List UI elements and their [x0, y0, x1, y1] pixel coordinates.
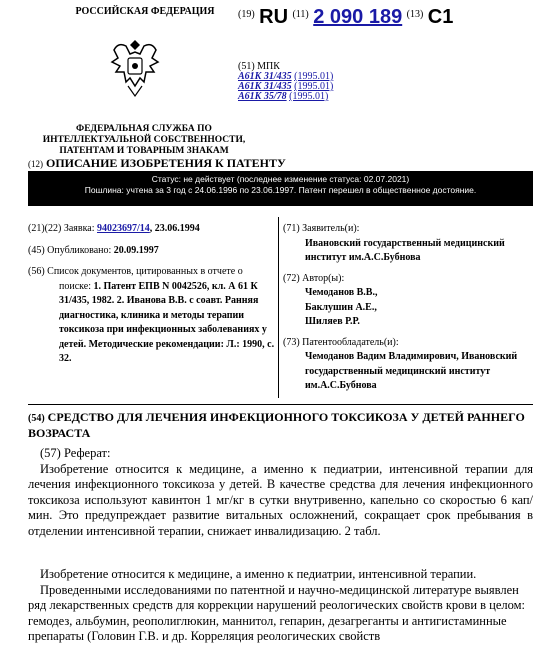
ipc-code-link[interactable]: A61K 35/78 [238, 91, 287, 102]
country-name: РОССИЙСКАЯ ФЕДЕРАЦИЯ [75, 6, 215, 17]
kind-code: C1 [427, 6, 454, 28]
agency-name: ФЕДЕРАЛЬНАЯ СЛУЖБА ПО ИНТЕЛЛЕКТУАЛЬНОЙ СОБСТВЕННОСТИ, ПАТЕНТАМ И ТОВАРНЫМ ЗНАКАМ [42, 124, 246, 156]
authors-label: (72) Автор(ы): [283, 272, 345, 284]
application-date: , 23.06.1994 [149, 223, 200, 234]
applicant-label: (71) Заявитель(и): [283, 223, 360, 234]
application-number-link[interactable]: 94023697/14 [97, 223, 150, 234]
column-divider [278, 217, 279, 398]
code-11: (11) [292, 9, 309, 20]
status-box [28, 171, 533, 206]
code-13: (13) [406, 9, 424, 20]
bibliographic-right [283, 222, 541, 400]
invention-code: (54) [28, 413, 45, 424]
references-text: 1. Патент ЕПВ N 0042526, кл. А 61 К 31/435, 1982. 2. Иванова В.В. с соавт. Ранняя диагностика, клиника и методы терапии токсикоза при инфекционных заболеваниях у детей. Методические рекомендации: Л.: 1990, с. 32. [59, 280, 275, 364]
published-date: 20.09.1997 [113, 244, 159, 256]
ipc-code-link[interactable]: A61K 31/435 [238, 71, 292, 82]
author-item: Баклушин А.Е., [305, 301, 377, 313]
patent-number-link[interactable]: 2 090 189 [313, 6, 403, 28]
application-label: (21)(22) Заявка: [28, 223, 95, 234]
bibliographic-left [28, 222, 276, 374]
title-code: (12) [28, 159, 43, 169]
patent-number-header [238, 6, 453, 29]
ipc-label: (51) МПК [238, 61, 280, 72]
ipc-block [238, 62, 333, 102]
applicant-block [283, 222, 541, 266]
coat-of-arms-icon [106, 36, 164, 100]
status-line: Статус: не действует (последнее изменение статуса: 02.07.2021) [151, 174, 410, 184]
invention-title-text: СРЕДСТВО ДЛЯ ЛЕЧЕНИЯ ИНФЕКЦИОННОГО ТОКСИКОЗА У ДЕТЕЙ РАННЕГО ВОЗРАСТА [28, 410, 525, 440]
author-item: Шиляев Р.Р. [305, 316, 360, 327]
owner-label: (73) Патентообладатель(и): [283, 336, 399, 348]
owner-block [283, 336, 541, 394]
published-label: (45) Опубликовано: [28, 244, 112, 256]
title-text: ОПИСАНИЕ ИЗОБРЕТЕНИЯ К ПАТЕНТУ [46, 156, 286, 170]
document-title [28, 156, 286, 171]
owner-value: Чемоданов Вадим Владимирович, Ивановский государственный медицинский институт им.А.С.Бубнова [305, 351, 518, 391]
references-row [28, 265, 276, 367]
abstract-text: Изобретение относится к медицине, а именно к педиатрии, интенсивной терапии для лечения инфекционного токсикоза у детей. В качестве средства для лечения инфекционного токсикоза используют кавинтон 1 мг/кг в сутки внутривенно, капельно со скоростью 6 кап/мин. Это предупреждает развитие витальных осложнений, сокращает срок пребывания в отделении интенсивной терапии, снижает инвалидизацию. 2 табл. [28, 461, 533, 538]
ipc-year-link[interactable]: (1995.01) [294, 71, 334, 82]
country-code: RU [259, 6, 289, 28]
ipc-code-link[interactable]: A61K 31/435 [238, 81, 292, 92]
description-paragraph: Проведенными исследованиями по патентной и научно-медицинской литературе выявлен ряд лекарственных средств для коррекции нарушений реологических свойств крови в целом: гемодез, альбумин, реополиглюкин, маннитол, гепарин, дезагреганты и антигистаминные препараты (Головин Г.В. и др. Корреляция реологических свойств [28, 582, 526, 643]
references-label: (56) Список документов, цитированных в отчете о поиске: [28, 266, 243, 292]
applicant-value: Ивановский государственный медицинский институт им.А.С.Бубнова [305, 237, 505, 263]
abstract-section [28, 446, 533, 539]
application-row [28, 222, 276, 237]
invention-title [28, 410, 533, 440]
description-section [28, 567, 533, 645]
code-19: (19) [238, 9, 255, 20]
description-paragraph: Изобретение относится к медицине, а именно к педиатрии, интенсивной терапии. [40, 567, 477, 581]
author-item: Чемоданов В.В., [305, 287, 378, 298]
section-divider [28, 404, 533, 405]
published-row [28, 244, 276, 259]
abstract-label: (57) Реферат: [40, 446, 111, 460]
ipc-year-link[interactable]: (1995.01) [289, 91, 329, 102]
authors-block [283, 272, 541, 330]
fee-line: Пошлина: учтена за 3 год с 24.06.1996 по 23.06.1997. Патент перешел в общественное достояние. [84, 184, 477, 195]
ipc-year-link[interactable]: (1995.01) [294, 81, 334, 92]
